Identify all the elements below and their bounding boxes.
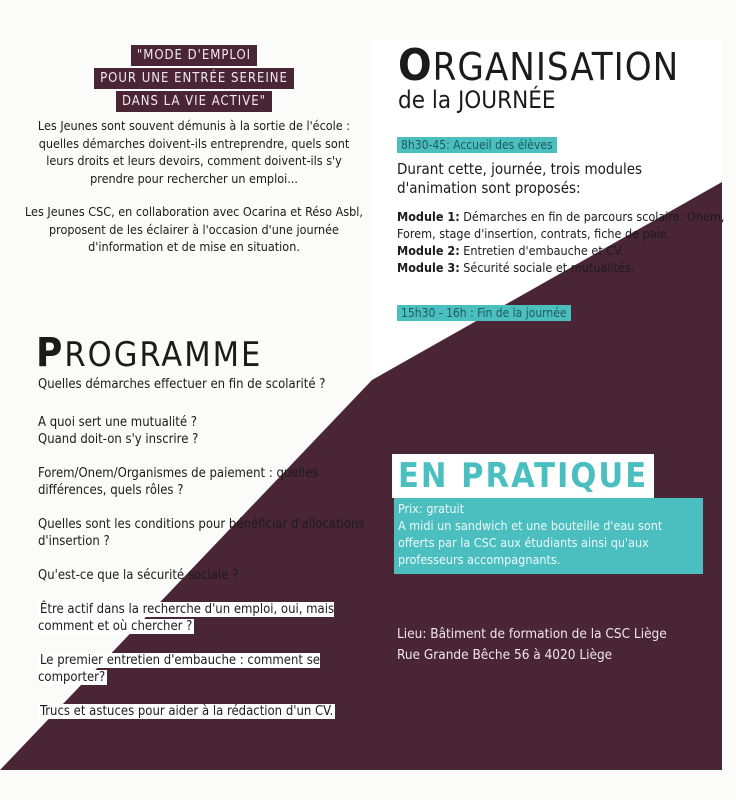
- module-item: Module 3: Sécurité sociale et mutualités.: [397, 260, 635, 275]
- quote-line: POUR UNE ENTRÉE SEREINE: [94, 68, 294, 89]
- modules-list: [397, 208, 727, 276]
- intro-paragraph: Les Jeunes sont souvent démunis à la sortie de l'école : quelles démarches doivent-ils entreprendre, quels sont leurs droits et leurs devoirs, comment doivent-ils s'y prendre pour rechercher un emploi...: [37, 118, 351, 186]
- lieu-line: Rue Grande Bêche 56 à 4020 Liège: [397, 647, 613, 663]
- programme-item: Quelles démarches effectuer en fin de scolarité ?: [38, 377, 326, 392]
- lieu-line: Lieu: Bâtiment de formation de la CSC Liège: [397, 626, 667, 642]
- time-start-badge: 8h30-45: Accueil des élèves: [397, 137, 557, 153]
- programme-title: PROGRAMME: [36, 330, 263, 376]
- organisation-title: ORGANISATION de la JOURNÉE: [398, 40, 680, 114]
- module-item: Module 1: Démarches en fin de parcours scolaire: Onem, Forem, stage d'insertion, contrats, fiche de paie.: [397, 209, 725, 241]
- module-item: Module 2: Entretien d'embauche et CV.: [397, 243, 624, 258]
- programme-item: A quoi sert une mutualité ? Quand doit-on s'y inscrire ?: [38, 415, 199, 447]
- prix-text: Prix: gratuit: [398, 501, 465, 516]
- programme-list: [38, 376, 368, 737]
- quote-banner: [44, 44, 344, 113]
- quote-line: DANS LA VIE ACTIVE": [116, 91, 272, 112]
- bottom-strip: [0, 770, 736, 800]
- intro-section: [24, 44, 364, 256]
- pratique-box: [394, 498, 703, 574]
- organisation-subtitle: de la JOURNÉE: [398, 86, 556, 114]
- programme-item: Le premier entretien d'embauche : comment se comporter?: [38, 653, 320, 685]
- intro-paragraph: Les Jeunes CSC, en collaboration avec Ocarina et Réso Asbl, proposent de les éclairer à l'occasion d'une journée d'information et de mise en situation.: [25, 204, 363, 254]
- programme-item: Être actif dans la recherche d'un emploi, oui, mais comment et où chercher ?: [38, 602, 335, 634]
- programme-item: Quelles sont les conditions pour bénéficiar d'allocations d'insertion ?: [38, 517, 365, 549]
- quote-line: "MODE D'EMPLOI: [131, 45, 257, 66]
- programme-item: Trucs et astuces pour aider à la rédaction d'un CV.: [40, 704, 334, 719]
- programme-item: Forem/Onem/Organismes de paiement : quelles différences, quels rôles ?: [38, 466, 319, 498]
- lieu-info: [397, 624, 727, 666]
- organisation-intro: Durant cette, journée, trois modules d'animation sont proposés:: [397, 160, 643, 197]
- programme-item: Qu'est-ce que la sécurité sociale ?: [38, 568, 239, 583]
- pratique-text: A midi un sandwich et une bouteille d'eau sont offerts par la CSC aux étudiants ainsi qu'aux professeurs accompagnants.: [398, 518, 663, 567]
- time-end-badge: 15h30 - 16h : Fin de la journée: [397, 305, 571, 321]
- pratique-title: EN PRATIQUE: [392, 454, 654, 498]
- intro-text: [24, 117, 364, 256]
